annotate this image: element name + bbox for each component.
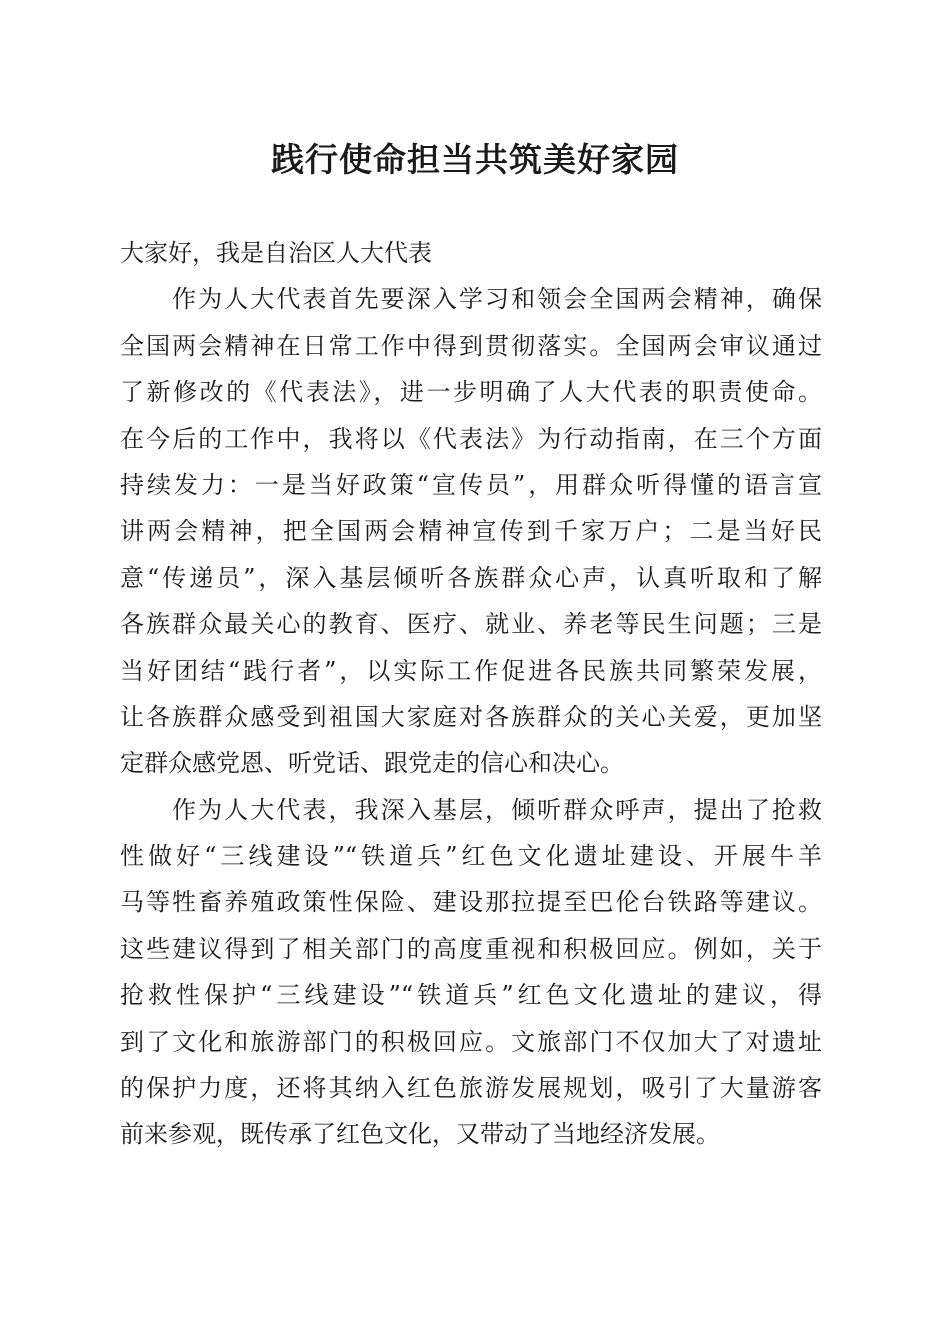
paragraph-line: 性做好“三线建设”“铁道兵”红色文化遗址建设、开展牛羊 — [120, 842, 822, 871]
paragraph-line: 各族群众最关心的教育、医疗、就业、养老等民生问题；三是 — [120, 610, 822, 639]
paragraph-line: 意“传递员”，深入基层倾听各族群众心声，认真听取和了解 — [120, 563, 822, 592]
paragraph-line: 在今后的工作中，我将以《代表法》为行动指南，在三个方面 — [120, 424, 822, 453]
paragraph-line: 的保护力度，还将其纳入红色旅游发展规划，吸引了大量游客 — [120, 1074, 822, 1103]
paragraph-line: 定群众感党恩、听党话、跟党走的信心和决心。 — [120, 749, 624, 778]
paragraph-line: 全国两会精神在日常工作中得到贯彻落实。全国两会审议通过 — [120, 331, 822, 360]
paragraph-line: 作为人大代表首先要深入学习和领会全国两会精神，确保 — [172, 285, 822, 314]
paragraph-line: 让各族群众感受到祖国大家庭对各族群众的关心关爱，更加坚 — [120, 702, 822, 731]
paragraph-line: 到了文化和旅游部门的积极回应。文旅部门不仅加大了对遗址 — [120, 1027, 822, 1056]
paragraph-line: 当好团结“践行者”，以实际工作促进各民族共同繁荣发展， — [120, 656, 822, 685]
paragraph-line: 这些建议得到了相关部门的高度重视和积极回应。例如，关于 — [120, 934, 822, 963]
paragraph-line: 马等牲畜养殖政策性保险、建设那拉提至巴伦台铁路等建议。 — [120, 888, 822, 917]
paragraph-line: 了新修改的《代表法》，进一步明确了人大代表的职责使命。 — [120, 378, 822, 407]
document-title: 践行使命担当共筑美好家园 — [271, 140, 679, 179]
paragraph-line: 抢救性保护“三线建设”“铁道兵”红色文化遗址的建议，得 — [120, 981, 822, 1010]
paragraph-line: 作为人大代表，我深入基层，倾听群众呼声，提出了抢救 — [172, 795, 822, 824]
paragraph-line: 持续发力：一是当好政策“宣传员”，用群众听得懂的语言宣 — [120, 470, 822, 499]
document-body — [120, 230, 822, 1158]
greeting-line: 大家好，我是自治区人大代表 — [120, 239, 432, 267]
paragraph-2 — [120, 787, 822, 1158]
paragraph-1 — [120, 276, 822, 786]
paragraph-line: 前来参观，既传承了红色文化，又带动了当地经济发展。 — [120, 1120, 720, 1149]
paragraph-line: 讲两会精神，把全国两会精神宣传到千家万户；二是当好民 — [120, 517, 822, 546]
